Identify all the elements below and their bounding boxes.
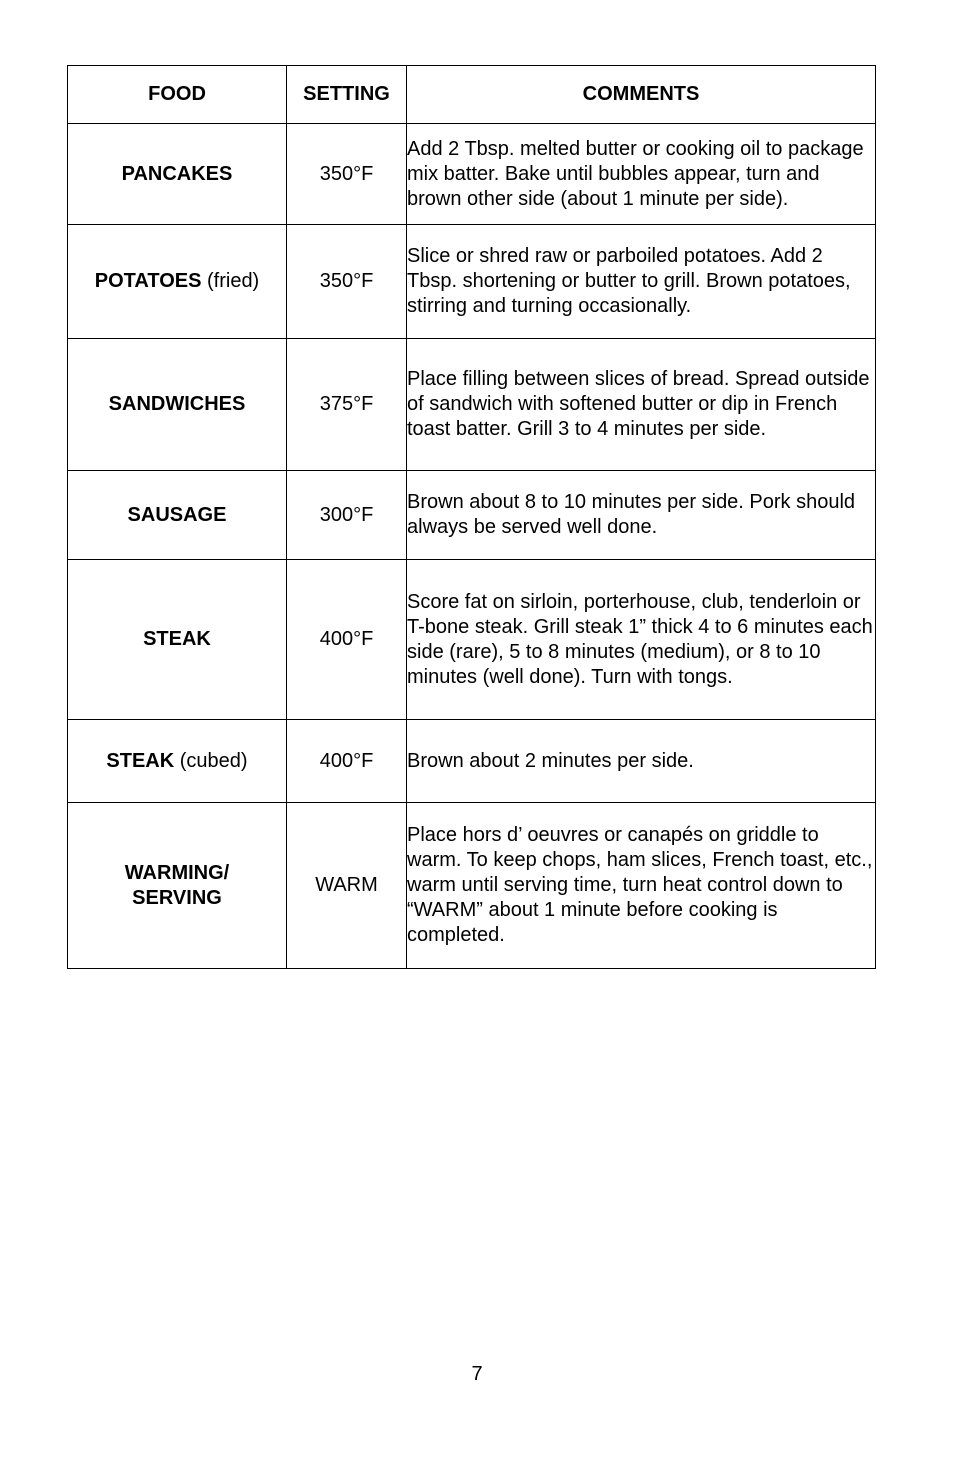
food-note: (cubed) <box>174 749 248 772</box>
comment-cell: Place hors d’ oeuvres or canapés on griddle to warm. To keep chops, ham slices, French toast, etc., warm until serving time, turn heat control down to “WARM” about 1 minute before cooking is completed. <box>407 803 876 969</box>
table-header-row <box>68 66 876 124</box>
table-row <box>68 124 876 225</box>
food-cell <box>68 720 287 803</box>
table-row <box>68 720 876 803</box>
header-comments: COMMENTS <box>407 66 876 124</box>
setting-cell: 400°F <box>287 560 407 720</box>
setting-cell: 300°F <box>287 471 407 560</box>
header-food: FOOD <box>68 66 287 124</box>
food-name: SANDWICHES <box>108 393 246 415</box>
table-row <box>68 803 876 969</box>
food-cell <box>68 471 287 560</box>
food-cell <box>68 339 287 471</box>
table-row <box>68 339 876 471</box>
comment-cell: Brown about 8 to 10 minutes per side. Pork should always be served well done. <box>407 471 876 560</box>
food-cell <box>68 124 287 225</box>
table-row <box>68 471 876 560</box>
food-name: PANCAKES <box>121 162 233 185</box>
food-cell <box>68 803 287 969</box>
comment-cell: Place filling between slices of bread. Spread outside of sandwich with softened butter or dip in French toast batter. Grill 3 to 4 minutes per side. <box>407 339 876 471</box>
food-name: STEAK <box>106 749 175 772</box>
food-name: POTATOES <box>94 270 202 292</box>
cooking-guide-table <box>67 65 876 969</box>
table-row <box>68 560 876 720</box>
comment-cell: Score fat on sirloin, porterhouse, club, tenderloin or T-bone steak. Grill steak 1” thick 4 to 6 minutes each side (rare), 5 to 8 minutes (medium), or 8 to 10 minutes (well done). Turn with tongs. <box>407 560 876 720</box>
setting-cell: 400°F <box>287 720 407 803</box>
setting-cell: 350°F <box>287 225 407 339</box>
comment-cell: Add 2 Tbsp. melted butter or cooking oil to package mix batter. Bake until bubbles appear, turn and brown other side (about 1 minute per side). <box>407 124 876 225</box>
food-note: (fried) <box>201 270 260 292</box>
food-cell <box>68 560 287 720</box>
comment-cell: Slice or shred raw or parboiled potatoes. Add 2 Tbsp. shortening or butter to grill. Brown potatoes, stirring and turning occasionally. <box>407 225 876 339</box>
setting-cell: 350°F <box>287 124 407 225</box>
page-number: 7 <box>471 1363 483 1385</box>
food-name: SAUSAGE <box>127 503 227 526</box>
food-cell <box>68 225 287 339</box>
food-name: STEAK <box>143 628 211 650</box>
header-setting: SETTING <box>287 66 407 124</box>
setting-cell: 375°F <box>287 339 407 471</box>
table-row <box>68 225 876 339</box>
setting-cell: WARM <box>287 803 407 969</box>
food-name: WARMING/ SERVING <box>124 861 230 909</box>
comment-cell: Brown about 2 minutes per side. <box>407 720 876 803</box>
